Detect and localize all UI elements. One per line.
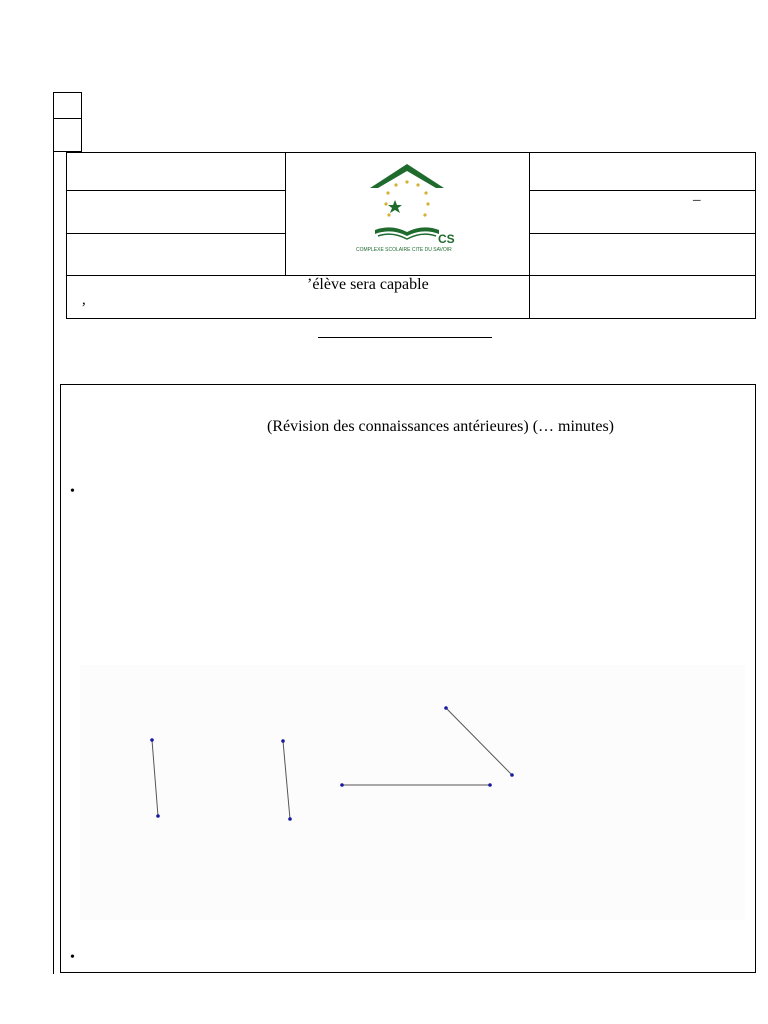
point — [510, 773, 514, 777]
section-heading: (Révision des connaissances antérieures) (… minutes) — [267, 418, 615, 435]
logo-school-name: COMPLEXE SCOLAIRE CITE DU SAVOIR — [356, 247, 452, 253]
segment-4 — [446, 708, 512, 775]
point — [340, 783, 344, 787]
header-dash: – — [693, 192, 701, 208]
point — [444, 706, 448, 710]
point — [150, 738, 154, 742]
objective-comma: , — [82, 292, 86, 308]
bullet-1: • — [70, 484, 75, 499]
point — [488, 783, 492, 787]
segment-2 — [283, 741, 290, 819]
point — [288, 817, 292, 821]
logo-initials: CS — [438, 232, 455, 246]
segment-1 — [152, 740, 158, 816]
objective-text: ’élève sera capable — [307, 276, 429, 293]
bullet-2: • — [70, 950, 75, 965]
point — [281, 739, 285, 743]
point — [156, 814, 160, 818]
